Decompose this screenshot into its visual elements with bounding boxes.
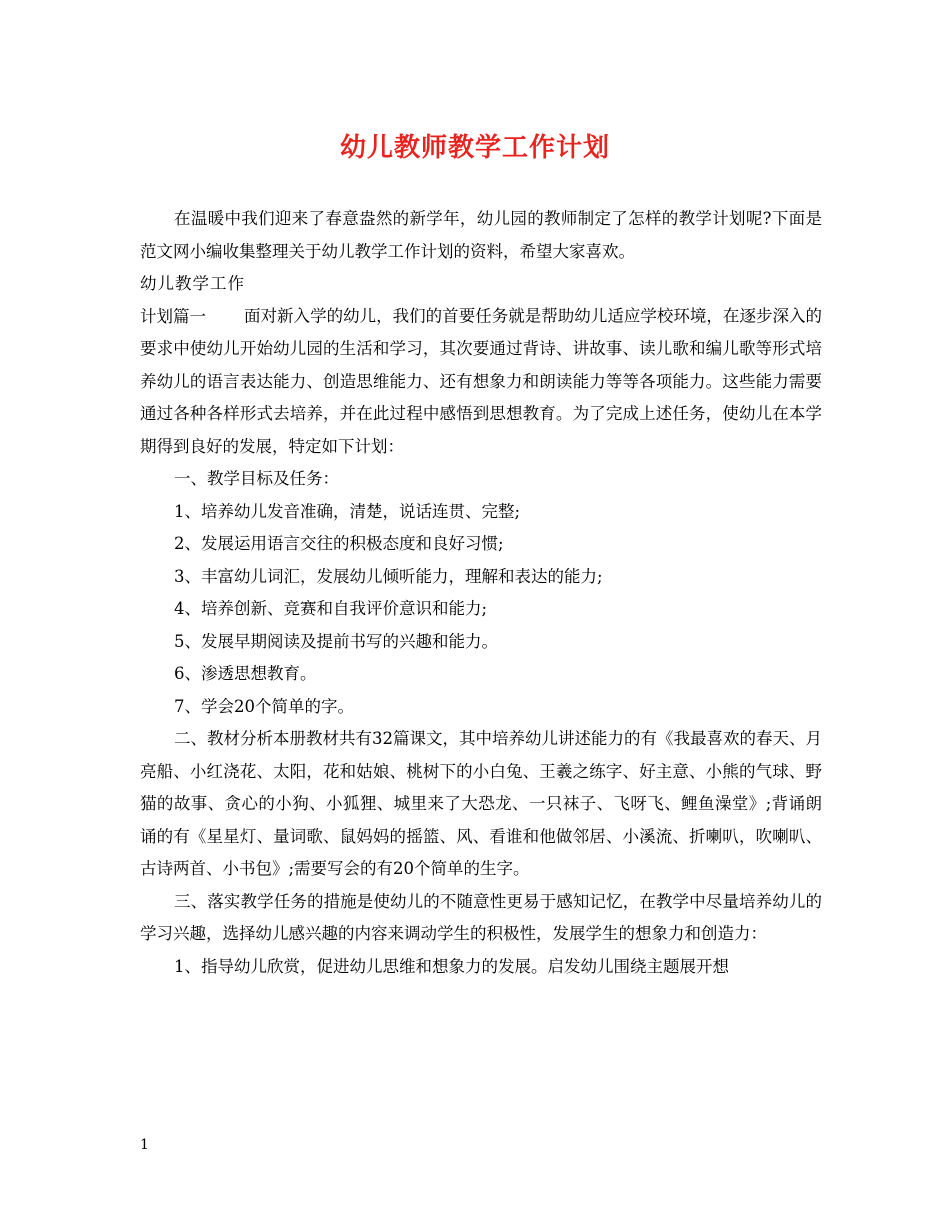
- goal-item: 4、培养创新、竞赛和自我评价意识和能力;: [174, 599, 488, 618]
- section-paragraph: [140, 268, 822, 463]
- goal-item: 6、渗透思想教育。: [174, 664, 317, 683]
- goal-item: 2、发展运用语言交往的积极态度和良好习惯;: [174, 534, 504, 553]
- materials-paragraph: 二、教材分析本册教材共有32篇课文，其中培养幼儿讲述能力的有《我最喜欢的春天、月亮船、小红浇花、太阳，花和姑娘、桃树下的小白兔、王羲之练字、好主意、小熊的气球、野猫的故事、贪心的小狗、小狐狸、城里来了大恐龙、一只袜子、飞呀飞、鲤鱼澡堂》;背诵朗诵的有《星星灯、量词歌、鼠妈妈的摇篮、风、看谁和他做邻居、小溪流、折喇叭，吹喇叭、古诗两首、小书包》;需要写会的有20个简单的生字。: [140, 729, 822, 878]
- intro-paragraph: 在温暖中我们迎来了春意盎然的新学年，幼儿园的教师制定了怎样的教学计划呢?下面是范文网小编收集整理关于幼儿教学工作计划的资料，希望大家喜欢。: [140, 209, 822, 261]
- goal-item: 3、丰富幼儿词汇，发展幼儿倾听能力，理解和表达的能力;: [174, 566, 603, 586]
- measure-item: 1、指导幼儿欣赏，促进幼儿思维和想象力的发展。启发幼儿围绕主题展开想: [174, 956, 729, 976]
- measures-paragraph: 三、落实教学任务的措施是使幼儿的不随意性更易于感知记忆，在教学中尽量培养幼儿的学习兴趣，选择幼儿感兴趣的内容来调动学生的积极性，发展学生的想象力和创造力：: [140, 891, 822, 943]
- goal-item: 5、发展早期阅读及提前书写的兴趣和能力。: [174, 631, 498, 651]
- goals-heading: 一、教学目标及任务：: [174, 469, 339, 488]
- goal-item: 7、学会20个简单的字。: [174, 696, 354, 716]
- document-title: 幼儿教师教学工作计划: [339, 133, 610, 163]
- page-number: 1: [140, 1137, 149, 1153]
- section-first-paragraph: 面对新入学的幼儿，我们的首要任务就是帮助幼儿适应学校环境，在逐步深入的要求中使幼儿开始幼儿园的生活和学习，其次要通过背诗、讲故事、读儿歌和编儿歌等形式培养幼儿的语言表达能力、创造思维能力、还有想象力和朗读能力等等各项能力。这些能力需要通过各种各样形式去培养，并在此过程中感悟到思想教育。为了完成上述任务，使幼儿在本学期得到良好的发展，特定如下计划：: [140, 306, 822, 456]
- section-heading: 幼儿教学工作计划篇一: [140, 274, 244, 326]
- document-body: [140, 203, 822, 983]
- goal-item: 1、培养幼儿发音准确，清楚，说话连贯、完整;: [174, 501, 521, 521]
